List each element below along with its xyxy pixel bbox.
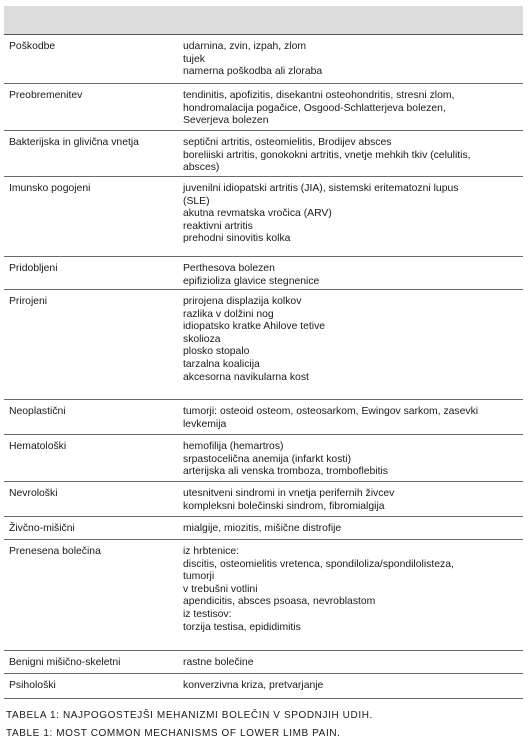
- row-mechanisms: [183, 131, 523, 176]
- mechanism-line: prirojena displazija kolkov: [183, 296, 302, 307]
- table-row: [4, 435, 523, 482]
- mechanism-line: absces): [183, 162, 220, 174]
- table-row: [4, 400, 523, 435]
- table-row: [4, 674, 523, 699]
- table-row: [4, 540, 523, 651]
- row-category: Imunsko pogojeni: [9, 183, 91, 194]
- mechanism-line: udarnina, zvin, izpah, zlom: [183, 41, 307, 52]
- table-row: [4, 35, 523, 84]
- mechanism-line: razlika v dolžini nog: [183, 308, 274, 320]
- table-header-band: [4, 6, 523, 35]
- mechanism-line: juvenilni idiopatski artritis (JIA), sistemski eritematozni lupus: [183, 183, 459, 194]
- mechanisms-table: [4, 6, 523, 699]
- table-body: [4, 35, 523, 699]
- mechanism-line: (SLE): [183, 195, 210, 207]
- table-row: [4, 257, 523, 290]
- mechanism-line: mialgije, miozitis, mišične distrofije: [183, 523, 342, 534]
- mechanism-line: skolioza: [183, 333, 221, 345]
- row-category: Neoplastični: [9, 406, 66, 417]
- row-mechanisms: [183, 517, 523, 539]
- mechanism-line: tujek: [183, 53, 205, 65]
- row-category: Bakterijska in glivična vnetja: [9, 137, 139, 148]
- table-row: [4, 177, 523, 257]
- mechanism-line: Severjeva bolezen: [183, 115, 269, 127]
- table-row: [4, 84, 523, 131]
- mechanism-line: epifizioliza glavice stegnenice: [183, 275, 320, 287]
- row-category: Nevrološki: [9, 488, 58, 499]
- row-category: Preobremenitev: [9, 90, 83, 101]
- row-mechanisms: [183, 651, 523, 673]
- mechanism-line: septični artritis, osteomielitis, Brodijev absces: [183, 137, 392, 148]
- mechanism-line: hemofilija (hemartros): [183, 441, 284, 452]
- mechanism-line: tendinitis, apofizitis, disekantni osteohondritis, stresni zlom,: [183, 90, 455, 101]
- mechanism-line: utesnitveni sindromi in vnetja perifernih živcev: [183, 488, 395, 499]
- table-row: [4, 517, 523, 540]
- mechanism-line: reaktivni artritis: [183, 220, 253, 232]
- table-row: [4, 290, 523, 400]
- mechanism-line: plosko stopalo: [183, 346, 250, 358]
- mechanism-line: v trebušni votlini: [183, 583, 258, 595]
- row-category: Benigni mišično-skeletni: [9, 657, 121, 668]
- row-mechanisms: [183, 290, 523, 399]
- row-category: Psihološki: [9, 680, 56, 691]
- table-row: [4, 651, 523, 674]
- mechanism-line: tarzalna koalicija: [183, 358, 260, 370]
- mechanism-line: akutna revmatska vročica (ARV): [183, 208, 332, 220]
- mechanism-line: namerna poškodba ali zloraba: [183, 66, 323, 78]
- mechanism-line: apendicitis, absces psoasa, nevroblastom: [183, 596, 376, 608]
- row-mechanisms: [183, 540, 523, 650]
- mechanism-line: srpastocelična anemija (infarkt kosti): [183, 453, 352, 465]
- mechanism-line: levkemija: [183, 418, 227, 430]
- row-category: Pridobljeni: [9, 263, 58, 274]
- row-category: Prenesena bolečina: [9, 546, 101, 557]
- mechanism-line: hondromalacija pogačice, Osgood-Schlatterjeva bolezen,: [183, 102, 446, 114]
- row-category: Poškodbe: [9, 41, 56, 52]
- row-mechanisms: [183, 257, 523, 289]
- mechanism-line: konverzivna kriza, pretvarjanje: [183, 680, 324, 691]
- table-row: [4, 131, 523, 177]
- caption-slovene: TABELA 1: NAJPOGOSTEJŠI MEHANIZMI BOLEČIN V SPODNJIH UDIH.: [6, 710, 373, 721]
- row-mechanisms: [183, 35, 523, 83]
- row-category: Hematološki: [9, 441, 67, 452]
- row-mechanisms: [183, 435, 523, 481]
- mechanism-line: arterijska ali venska tromboza, tromboflebitis: [183, 466, 389, 478]
- table-row: [4, 482, 523, 517]
- row-mechanisms: [183, 400, 523, 434]
- mechanism-line: idiopatsko kratke Ahilove tetive: [183, 321, 326, 333]
- mechanism-line: torzija testisa, epididimitis: [183, 621, 301, 633]
- mechanism-line: iz testisov:: [183, 608, 232, 620]
- row-mechanisms: [183, 84, 523, 130]
- mechanism-line: iz hrbtenice:: [183, 546, 240, 557]
- mechanism-line: rastne bolečine: [183, 657, 254, 668]
- mechanism-line: kompleksni bolečinski sindrom, fibromialgija: [183, 500, 385, 512]
- mechanism-line: Perthesova bolezen: [183, 263, 275, 274]
- row-category: Prirojeni: [9, 296, 48, 307]
- mechanism-line: boreliiski artritis, gonokokni artritis, vnetje mehkih tkiv (celulitis,: [183, 149, 471, 161]
- mechanism-line: prehodni sinovitis kolka: [183, 233, 291, 245]
- caption-english: TABLE 1: MOST COMMON MECHANISMS OF LOWER LIMB PAIN.: [6, 728, 341, 739]
- mechanism-line: tumorji: [183, 571, 215, 583]
- mechanism-line: discitis, osteomielitis vretenca, spondiloliza/spondilolisteza,: [183, 558, 454, 570]
- mechanism-line: akcesorna navikularna kost: [183, 371, 309, 383]
- row-category: Živčno-mišični: [9, 523, 75, 534]
- row-mechanisms: [183, 177, 523, 256]
- row-mechanisms: [183, 482, 523, 516]
- row-mechanisms: [183, 674, 523, 698]
- mechanism-line: tumorji: osteoid osteom, osteosarkom, Ewingov sarkom, zasevki: [183, 406, 479, 417]
